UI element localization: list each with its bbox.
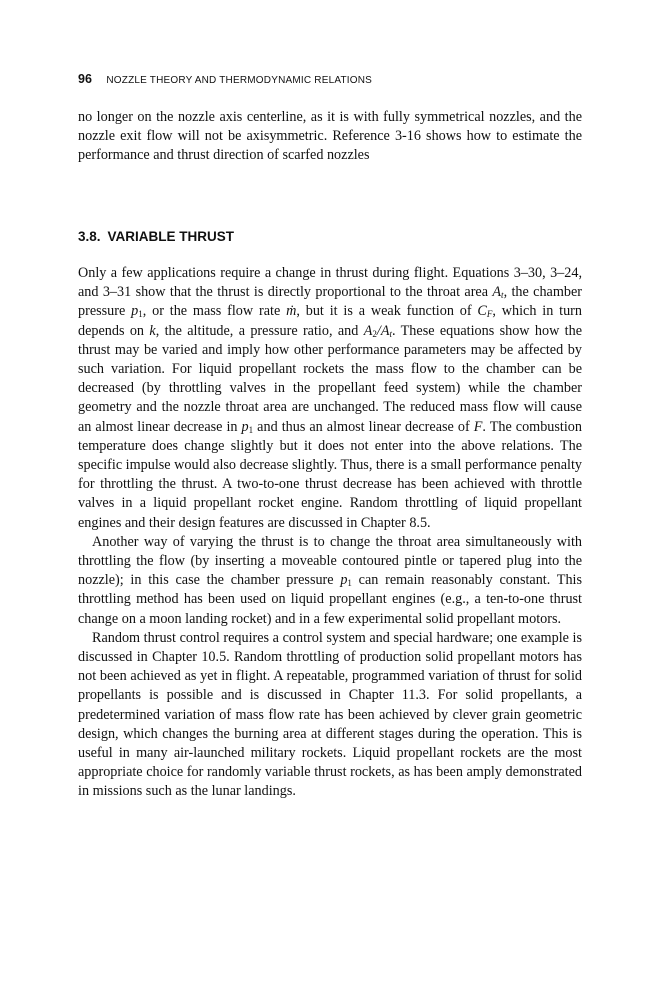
- running-title: NOZZLE THEORY AND THERMODYNAMIC RELATIONS: [106, 75, 373, 86]
- paragraph-1-text-e: , which in turn depends on: [78, 303, 582, 339]
- section-number: 3.8.: [78, 229, 101, 244]
- section-body: [78, 264, 582, 802]
- symbol-A2-over-At: $A_2/A_t$: [363, 322, 392, 339]
- paragraph-2-text-a: Another way of varying the thrust is to change the throat area simultaneously with throttling the flow (by inserting a moveable contoured pintle or tapered plug into the nozzle); in this case the chamber pressure: [78, 533, 582, 589]
- paragraph-3: Random thrust control requires a control system and special hardware; one example is discussed in Chapter 10.5. Random throttling of production solid propellant motors has not been achieved as yet in flight. A repeatable, programmed variation of thrust for solid propellants is possible and is discussed in Chapter 11.3. For solid propellants, a predetermined variation of mass flow rate has been achieved by clever grain geometric design, which changes the burning area at different stages during the operation. This is useful in many air-launched military rockets. Liquid propellant rockets are the most appropriate choice for randomly variable thrust rockets, as has been amply demonstrated in missions such as the lunar landings.: [78, 629, 582, 800]
- paragraph-2-text-b: can remain reasonably constant. This throttling method has been used on liquid propellant engines (e.g., a ten-to-one thrust change on a moon landing rocket) and in a few experimental solid propellant motors.: [78, 572, 582, 627]
- intro-text: [78, 108, 582, 166]
- symbol-F: F: [473, 418, 483, 435]
- symbol-A-t: $A_t$: [492, 284, 504, 301]
- paragraph-1-text-d: , but it is a weak function of: [296, 303, 478, 320]
- paragraph-1-text-h: and thus an almost linear decrease of: [253, 418, 474, 435]
- paragraph-2: [78, 533, 582, 629]
- intro-paragraph: no longer on the nozzle axis centerline, as it is with fully symmetrical nozzles, and the nozzle exit flow will not be axisymmetric. Reference 3-16 shows how to estimate the performance and thrust direction of scarfed nozzles: [78, 109, 582, 164]
- symbol-p1: $p_1$: [131, 303, 143, 320]
- paragraph-1-text-c: , or the mass flow rate: [142, 303, 287, 320]
- section-heading: [78, 229, 234, 244]
- paragraph-1-text-a: Only a few applications require a change in thrust during flight. Equations 3–30, 3–24, and 3–31 show that the thrust is directly proportional to the throat area: [78, 265, 582, 301]
- symbol-p1-b: $p_1$: [241, 418, 254, 435]
- symbol-p1-c: $p_1$: [340, 572, 352, 589]
- paragraph-1-text-i: . The combustion temperature does change slightly but it does not enter into the above relations. The specific impulse would also decrease slightly. Thus, there is a small performance penalty for throttling the thrust. A two-to-one thrust decrease has been achieved with throttle valves in a liquid propellant rocket engine. Random throttling of liquid propellant engines and their design features are discussed in Chapter 8.5.: [78, 418, 582, 531]
- section-title: VARIABLE THRUST: [107, 229, 235, 244]
- symbol-C-F: $C_F$: [477, 303, 493, 320]
- page-number: 96: [78, 72, 92, 86]
- paragraph-1: [78, 264, 582, 533]
- paragraph-1-text-f: , the altitude, a pressure ratio, and: [155, 322, 364, 339]
- paragraph-1-text-b: , the chamber pressure: [78, 284, 582, 320]
- page-header: [78, 70, 582, 86]
- symbol-mdot: ṁ: [286, 303, 297, 320]
- symbol-k: k: [149, 322, 156, 339]
- paragraph-1-text-g: . These equations show how the thrust may be varied and imply how other performance parameters may be affected by such variation. For liquid propellant rockets the mass flow to the chamber can be decreased (by throttling valves in the propellant feed system) while the chamber geometry and the nozzle throat area are unchanged. The reduced mass flow will cause an almost linear decrease in: [78, 322, 582, 435]
